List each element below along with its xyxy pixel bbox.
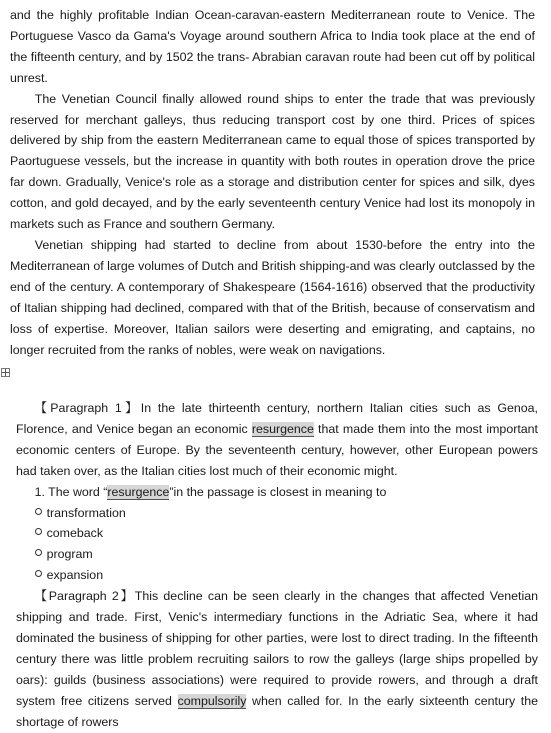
passage-paragraph-2: The Venetian Council finally allowed round ships to enter the trade that was previously reserved for merchant galleys, thus reducing transport cost by one third. Prices of spices delivered by ship from the eastern Mediterranean came to equal those of spices transported by Paortuguese vessels, but the increase in quantity with both routes in operation drove the price far down. Gradually, Venice's role as a storage and distribution center for spices and silk, dyes cotton, and gold decayed, and by the early seventeenth century Venice had lost its monopoly in markets such as France and southern Germany. xyxy=(10,91,535,232)
radio-button-icon[interactable] xyxy=(35,508,42,515)
question-section xyxy=(16,398,538,733)
answer-option-1[interactable]: transformation xyxy=(16,503,538,524)
passage-continuation xyxy=(10,5,535,360)
answer-option-2[interactable]: comeback xyxy=(16,523,538,544)
question-1-stem: 1. The word “resurgence”in the passage is closest in meaning to xyxy=(34,484,387,499)
answer-option-4[interactable]: expansion xyxy=(16,565,538,586)
passage-paragraph-1: and the highly profitable Indian Ocean-caravan-eastern Mediterranean route to Venice. The Portuguese Vasco da Gama's Voyage around southern Africa to India took place at the end of the fifteenth century, and by 1502 the trans- Abrabian caravan route had been cut off by political unrest. xyxy=(10,8,535,85)
highlighted-word[interactable]: resurgence xyxy=(251,421,314,436)
passage-paragraph-3: Venetian shipping had started to decline from about 1530-before the entry into the Mediterranean of large volumes of Dutch and British shipping-and was clearly outclassed by the end of the century. A contemporary of Shakespeare (1564-1616) observed that the productivity of Italian shipping had declined, compared with that of the British, because of conservatism and loss of expertise. Moreover, Italian sailors were deserting and emigrating, and captains, no longer recruited from the ranks of nobles, were weak on navigations. xyxy=(10,237,535,357)
highlighted-word: resurgence xyxy=(107,484,170,499)
highlighted-word[interactable]: compulsorily xyxy=(177,693,247,708)
paragraph-2-text: 【Paragraph 2】This decline can be seen clearly in the changes that affected Venetian shipping and trade. First, Venic's intermediary functions in the Adriatic Sea, where it had dominated the business of shipping for other parties, were lost to direct trading. In the fifteenth century there was little problem recruiting sailors to row the galleys (large ships propelled by oars): guilds (business associations) were required to provide rowers, and through a draft system free citizens served compulsorily when called for. In the early sixteenth century the shortage of rowers xyxy=(16,589,538,729)
answer-option-3[interactable]: program xyxy=(16,544,538,565)
radio-button-icon[interactable] xyxy=(35,528,42,535)
paragraph-1-text: 【Paragraph 1】In the late thirteenth century, northern Italian cities such as Genoa, Florence, and Venice began an economic resurgence that made them into the most important economic centers of Europe. By the seventeenth century, however, other European powers had taken over, as the Italian cities lost much of their economic might. xyxy=(16,401,538,478)
table-move-handle-icon[interactable] xyxy=(1,368,10,377)
radio-button-icon[interactable] xyxy=(35,570,42,577)
radio-button-icon[interactable] xyxy=(35,549,42,556)
